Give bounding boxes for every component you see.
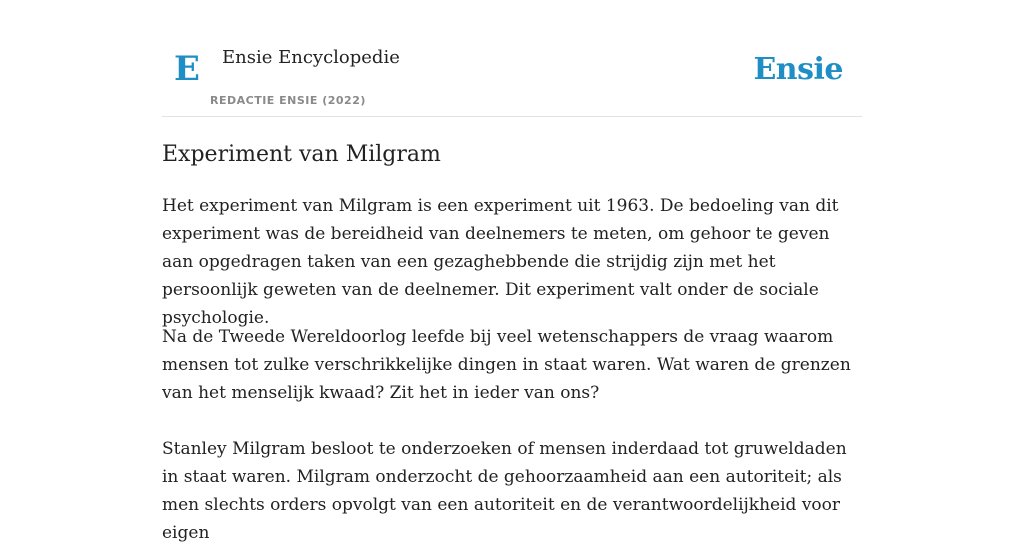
article-paragraph-3: Stanley Milgram besloot te onderzoeken of mensen inderdaad tot gruweldaden in staat waren. Milgram onderzocht de gehoorzaamheid aan een autoriteit; als men slechts orders opvolgt van een autoriteit en de verantwoordelijkheid voor eigen	[162, 439, 847, 543]
article-paragraph-2: Na de Tweede Wereldoorlog leefde bij veel wetenschappers de vraag waarom mensen tot zulke verschrikkelijke dingen in staat waren. Wat waren de grenzen van het menselijk kwaad? Zit het in ieder van ons?	[162, 327, 851, 403]
ensie-logo-icon[interactable]: E	[174, 49, 200, 89]
site-title[interactable]: Ensie Encyclopedie	[222, 47, 400, 68]
author-byline: REDACTIE ENSIE (2022)	[210, 94, 366, 107]
article-paragraph-1: Het experiment van Milgram is een experiment uit 1963. De bedoeling van dit experiment was de bereidheid van deelnemers te meten, om gehoor te geven aan opgedragen taken van een gezaghebbende die strijdig zijn met het persoonlijk geweten van de deelnemer. Dit experiment valt onder de sociale psychologie.	[162, 196, 839, 328]
brand-logo[interactable]: Ensie	[753, 52, 843, 87]
site-header	[162, 0, 862, 117]
article-title: Experiment van Milgram	[162, 142, 441, 167]
